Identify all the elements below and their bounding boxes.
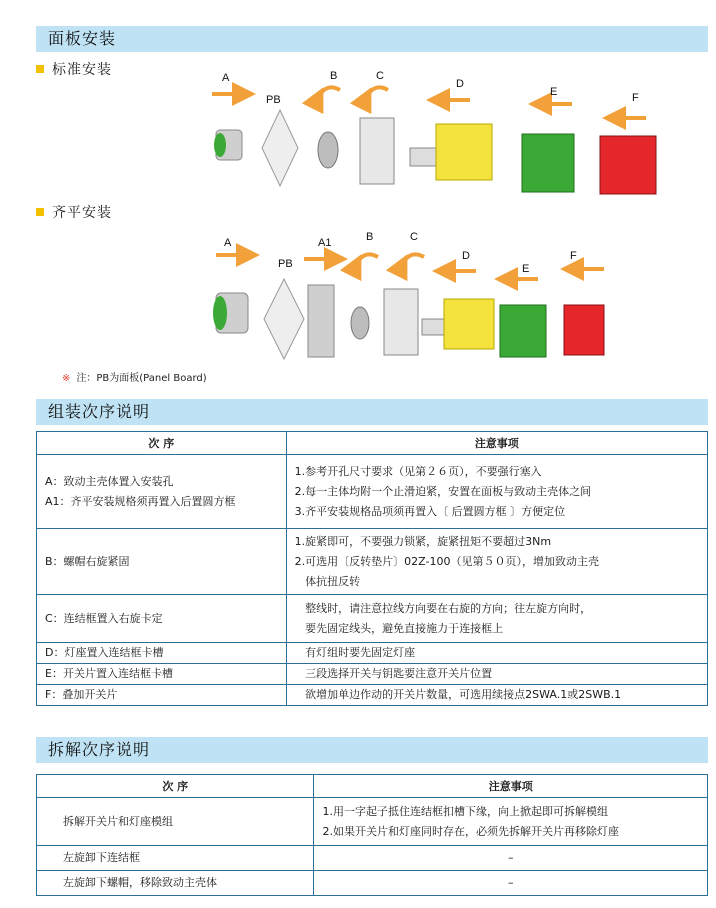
order-cell: A：致动主壳体置入安装孔 A1：齐平安装规格须再置入后置圆方框 bbox=[37, 455, 287, 529]
assembly-table bbox=[36, 431, 708, 706]
notes-cell: 1.参考开孔尺寸要求（见第２６页），不要强行塞入 2.每一主体均附一个止滑迫紧，安置在面板与致动主壳体之间 3.齐平安装规格品项须再置入〔 后置圆方框 〕方便定位 bbox=[286, 455, 707, 529]
order-cell: 左旋卸下连结框 bbox=[37, 846, 314, 871]
curved-arrow-icon bbox=[402, 254, 424, 265]
table-row bbox=[37, 595, 708, 643]
part-label-d: D bbox=[456, 78, 464, 90]
button-head-part bbox=[214, 130, 242, 160]
part-label-d: D bbox=[462, 250, 470, 262]
switch-block-green-part bbox=[522, 134, 574, 192]
curved-arrow-icon bbox=[356, 254, 378, 265]
button-head-part bbox=[213, 293, 248, 333]
table-row bbox=[37, 798, 708, 846]
table-row bbox=[37, 529, 708, 595]
column-header: 次 序 bbox=[37, 775, 314, 798]
column-header: 注意事项 bbox=[286, 432, 707, 455]
table-header-row bbox=[37, 775, 708, 798]
table-row bbox=[37, 664, 708, 685]
order-cell: B：螺帽右旋紧固 bbox=[37, 529, 287, 595]
panel-board-part bbox=[264, 279, 304, 359]
part-label-b: B bbox=[330, 70, 338, 82]
standard-install-subhead: 标准安装 bbox=[36, 59, 112, 79]
connector-frame-part bbox=[384, 289, 418, 355]
table-row bbox=[37, 685, 708, 706]
part-label-f: F bbox=[632, 92, 639, 104]
column-header: 注意事项 bbox=[314, 775, 708, 798]
part-label-c: C bbox=[376, 70, 384, 82]
order-cell: D：灯座置入连结框卡槽 bbox=[37, 643, 287, 664]
part-label-b: B bbox=[366, 231, 374, 243]
bullet-square-icon bbox=[36, 208, 44, 216]
rear-square-frame-part bbox=[308, 285, 334, 357]
order-cell: 拆解开关片和灯座模组 bbox=[37, 798, 314, 846]
curved-arrow-icon bbox=[318, 87, 340, 98]
panel-board-part bbox=[262, 110, 298, 186]
curved-arrow-icon bbox=[366, 87, 388, 98]
table-row bbox=[37, 643, 708, 664]
notes-cell: – bbox=[314, 871, 708, 896]
panel-board-note: ※ 注：PB为面板(Panel Board) bbox=[62, 373, 207, 384]
bullet-square-icon bbox=[36, 65, 44, 73]
part-label-pb: PB bbox=[278, 258, 293, 270]
disassembly-header: 拆解次序说明 bbox=[36, 737, 708, 763]
standard-install-diagram bbox=[200, 60, 680, 210]
part-label-e: E bbox=[550, 86, 558, 98]
notes-cell: 有灯组时要先固定灯座 bbox=[286, 643, 707, 664]
nut-part bbox=[351, 307, 369, 339]
order-cell: E：开关片置入连结框卡槽 bbox=[37, 664, 287, 685]
part-label-f: F bbox=[570, 250, 577, 262]
order-cell: C：连结框置入右旋卡定 bbox=[37, 595, 287, 643]
switch-block-red-part bbox=[564, 305, 604, 355]
disassembly-table bbox=[36, 774, 708, 896]
part-label-a: A bbox=[222, 72, 230, 84]
part-label-a: A bbox=[224, 237, 232, 249]
column-header: 次 序 bbox=[37, 432, 287, 455]
lamp-holder-part bbox=[422, 299, 494, 349]
table-row bbox=[37, 846, 708, 871]
notes-cell: 整线时，请注意拉线方向要在右旋的方向；往左旋方向时， 要先固定线头，避免直接施力于连接框上 bbox=[286, 595, 707, 643]
notes-cell: 欲增加单边作动的开关片数量，可选用续接点2SWA.1或2SWB.1 bbox=[286, 685, 707, 706]
order-cell: F：叠加开关片 bbox=[37, 685, 287, 706]
table-header-row bbox=[37, 432, 708, 455]
notes-cell: – bbox=[314, 846, 708, 871]
lamp-holder-part bbox=[410, 124, 492, 180]
table-row bbox=[37, 455, 708, 529]
notes-cell: 1.旋紧即可，不要强力锁紧，旋紧扭矩不要超过3Nm 2.可选用〔反转垫片〕02Z-100（见第５０页），增加致动主壳 体抗扭反转 bbox=[286, 529, 707, 595]
order-cell: 左旋卸下螺帽，移除致动主壳体 bbox=[37, 871, 314, 896]
part-label-pb: PB bbox=[266, 94, 281, 106]
table-row bbox=[37, 871, 708, 896]
panel-install-header: 面板安装 bbox=[36, 26, 708, 52]
assembly-header: 组装次序说明 bbox=[36, 399, 708, 425]
note-mark-icon: ※ bbox=[62, 373, 71, 384]
part-label-e: E bbox=[522, 263, 530, 275]
notes-cell: 1.用一字起子抵住连结框扣槽下缘，向上掀起即可拆解模组 2.如果开关片和灯座同时存在，必须先拆解开关片再移除灯座 bbox=[314, 798, 708, 846]
part-label-c: C bbox=[410, 231, 418, 243]
part-label-a1: A1 bbox=[318, 237, 332, 249]
switch-block-green-part bbox=[500, 305, 546, 357]
switch-block-red-part bbox=[600, 136, 656, 194]
nut-part bbox=[318, 132, 338, 168]
flush-install-subhead: 齐平安装 bbox=[36, 202, 112, 222]
flush-install-diagram bbox=[200, 235, 680, 365]
notes-cell: 三段选择开关与钥匙要注意开关片位置 bbox=[286, 664, 707, 685]
connector-frame-part bbox=[360, 118, 394, 184]
